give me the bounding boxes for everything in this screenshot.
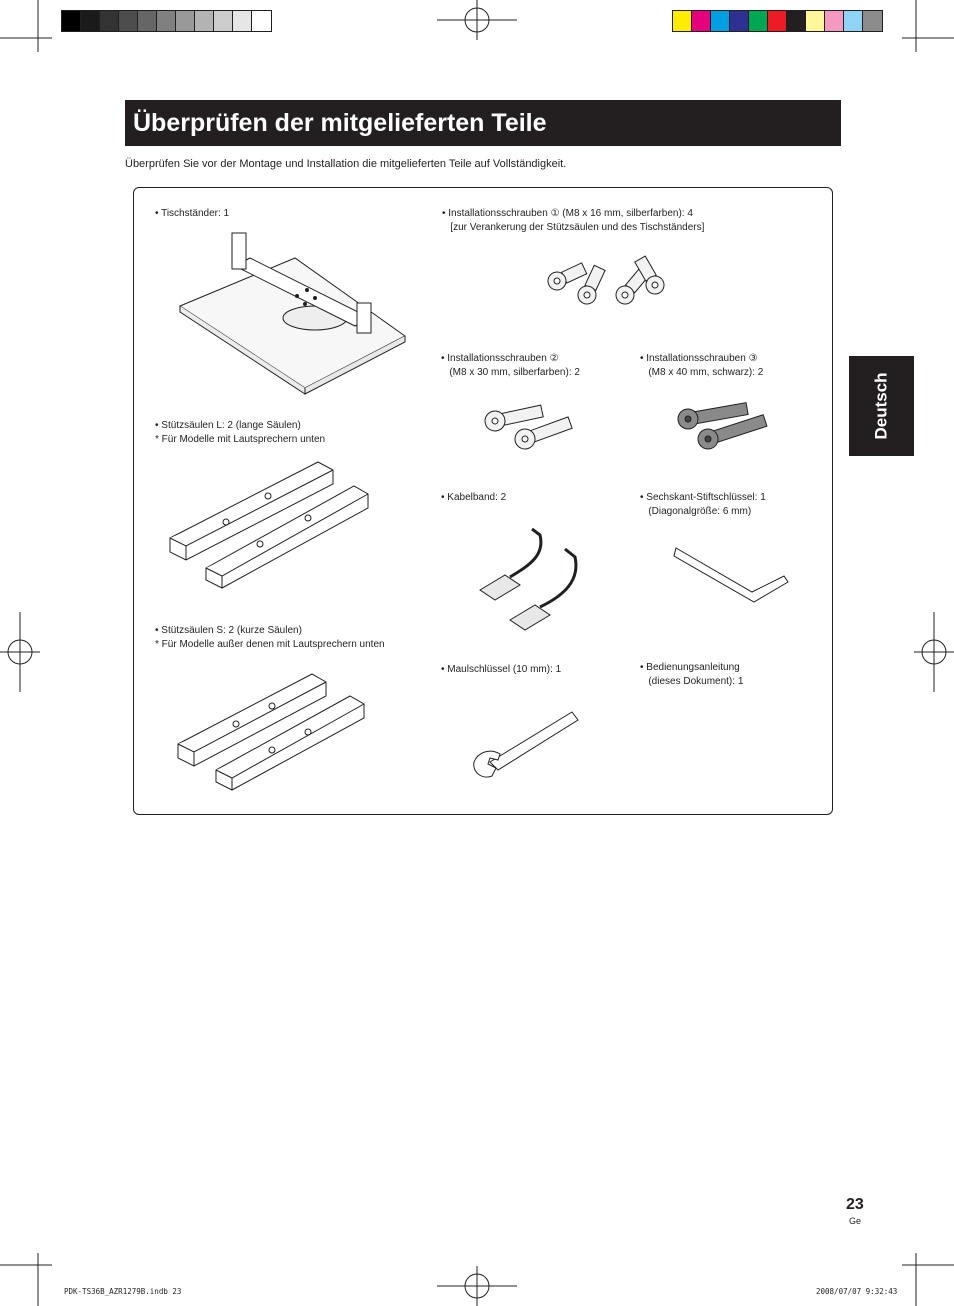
long-pillars-illustration	[168, 458, 378, 588]
gray-swatch-8	[195, 11, 214, 31]
manual-label: • Bedienungsanleitung (dieses Dokument): 1	[640, 662, 744, 687]
footer-timestamp: 2008/07/07 9:32:43	[816, 1287, 898, 1296]
gray-swatch-6	[157, 11, 176, 31]
page-language: Ge	[849, 1216, 862, 1226]
gray-swatch-4	[119, 11, 138, 31]
gray-swatch-9	[214, 11, 233, 31]
hex-key-illustration	[672, 540, 792, 610]
table-stand-illustration	[175, 228, 415, 398]
footer-file-info: PDK-TS36B_AZR1279B.indb 23	[64, 1287, 182, 1296]
pillars-short-label: • Stützsäulen S: 2 (kurze Säulen) * Für Modelle außer denen mit Lautsprechern unten	[155, 625, 385, 650]
page-number: 23	[846, 1196, 864, 1213]
grayscale-calibration-bar	[61, 10, 272, 32]
cable-ties-label: • Kabelband: 2	[441, 492, 507, 503]
screws-long-illustration	[676, 403, 766, 458]
color-swatch-4	[730, 11, 749, 31]
color-swatch-1	[673, 11, 692, 31]
wrench-label: • Maulschlüssel (10 mm): 1	[441, 664, 562, 675]
gray-swatch-3	[100, 11, 119, 31]
color-swatch-6	[768, 11, 787, 31]
gray-swatch-1	[62, 11, 81, 31]
color-swatch-3	[711, 11, 730, 31]
gray-swatch-10	[233, 11, 252, 31]
gray-swatch-7	[176, 11, 195, 31]
screws3-label: • Installationsschrauben ③ (M8 x 40 mm, schwarz): 2	[640, 353, 764, 378]
color-swatch-2	[692, 11, 711, 31]
screws1-label: • Installationsschrauben ① (M8 x 16 mm, silberfarben): 4 [zur Verankerung der Stützsäulen und des Tischständers]	[442, 208, 705, 233]
short-pillars-illustration	[176, 672, 376, 792]
language-tab-label: Deutsch	[871, 372, 891, 440]
stand-label: • Tischständer: 1	[155, 208, 230, 219]
color-swatch-11	[863, 11, 882, 31]
gray-swatch-11	[252, 11, 271, 31]
screws-short-illustration	[545, 255, 675, 315]
wrench-illustration	[468, 706, 588, 786]
color-calibration-bar	[672, 10, 883, 32]
cable-ties-illustration	[470, 525, 590, 625]
gray-swatch-5	[138, 11, 157, 31]
page-title: Überprüfen der mitgelieferten Teile	[125, 100, 841, 146]
color-swatch-8	[806, 11, 825, 31]
hex-key-label: • Sechskant-Stiftschlüssel: 1 (Diagonalgröße: 6 mm)	[640, 492, 766, 517]
language-tab	[849, 356, 914, 456]
screws-medium-illustration	[483, 405, 573, 455]
screws2-label: • Installationsschrauben ② (M8 x 30 mm, silberfarben): 2	[441, 353, 580, 378]
pillars-long-label: • Stützsäulen L: 2 (lange Säulen) * Für Modelle mit Lautsprechern unten	[155, 420, 326, 445]
gray-swatch-2	[81, 11, 100, 31]
color-swatch-5	[749, 11, 768, 31]
intro-text: Überprüfen Sie vor der Montage und Installation die mitgelieferten Teile auf Vollständigkeit.	[125, 158, 567, 170]
color-swatch-9	[825, 11, 844, 31]
color-swatch-7	[787, 11, 806, 31]
color-swatch-10	[844, 11, 863, 31]
